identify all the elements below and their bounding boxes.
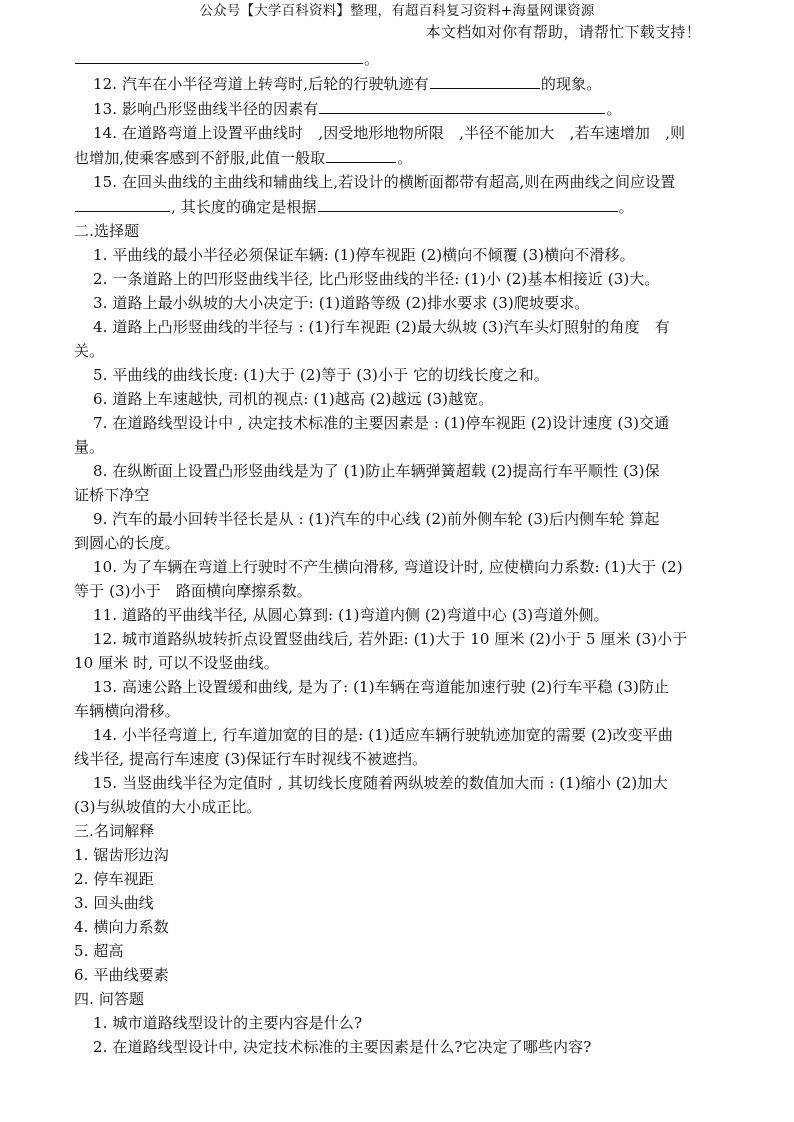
choice-line-cont: 到圆心的长度。 xyxy=(74,534,180,552)
choice-line: 8. 在纵断面上设置凸形竖曲线是为了 (1)防止车辆弹簧超载 (2)提高行车平顺性 (3)保 xyxy=(93,462,660,480)
document-body xyxy=(74,46,711,1059)
download-notice: 本文档如对你有帮助，请帮忙下载支持！ xyxy=(425,23,701,41)
answer-blank xyxy=(318,194,618,212)
answer-blank xyxy=(430,71,540,89)
watermark-header: 公众号【大学百科资料】整理，有超百科复习资料+海量网课资源 xyxy=(199,3,595,19)
fill-in-question-15: 15. 在回头曲线的主曲线和辅曲线上,若设计的横断面都带有超高,则在两曲线之间应设置 xyxy=(93,173,676,191)
qa-item: 2. 在道路线型设计中, 决定技术标准的主要因素是什么?它决定了哪些内容? xyxy=(93,1038,592,1056)
fill-in-question-15-cont: , 其长度的确定是根据 。 xyxy=(74,194,711,219)
section-title-qa: 四. 问答题 xyxy=(74,990,145,1008)
choice-line: 12. 城市道路纵坡转折点设置竖曲线后, 若外距: (1)大于 10 厘米 (2)小于 5 厘米 (3)小于 xyxy=(93,630,688,648)
choice-line-cont: 10 厘米 时, 可以不设竖曲线。 xyxy=(74,654,279,672)
term-item: 5. 超高 xyxy=(74,942,124,960)
choice-line: 2. 一条道路上的凹形竖曲线半径, 比凸形竖曲线的半径: (1)小 (2)基本相接近 (3)大。 xyxy=(93,270,660,288)
choice-line: 10. 为了车辆在弯道上行驶时不产生横向滑移, 弯道设计时, 应使横向力系数: (1)大于 (2) xyxy=(93,558,683,576)
choice-line-cont: 量。 xyxy=(74,438,105,456)
term-item: 1. 锯齿形边沟 xyxy=(74,846,169,864)
choice-line: 14. 小半径弯道上, 行车道加宽的目的是: (1)适应车辆行驶轨迹加宽的需要 (2)改变平曲 xyxy=(93,726,673,744)
choice-line: 1. 平曲线的最小半径必须保证车辆: (1)停车视距 (2)横向不倾覆 (3)横向不滑移。 xyxy=(93,246,635,264)
fill-in-continuation: 。 xyxy=(74,46,711,71)
choice-line-cont: 线半径, 提高行车速度 (3)保证行车时视线不被遮挡。 xyxy=(74,750,428,768)
choice-line: 15. 当竖曲线半径为定值时 , 其切线长度随着两纵坡差的数值加大而 : (1)缩小 (2)加大 xyxy=(93,774,668,792)
answer-blank xyxy=(319,96,605,114)
choice-line: 4. 道路上凸形竖曲线的半径与 : (1)行车视距 (2)最大纵坡 (3)汽车头灯照射的角度 有 xyxy=(93,318,670,336)
choice-line: 9. 汽车的最小回转半径长是从 : (1)汽车的中心线 (2)前外侧车轮 (3)后内侧车轮 算起 xyxy=(93,510,660,528)
section-title-choice: 二.选择题 xyxy=(74,222,140,240)
choice-line: 6. 道路上车速越快, 司机的视点: (1)越高 (2)越远 (3)越宽。 xyxy=(93,390,494,408)
choice-line: 7. 在道路线型设计中 , 决定技术标准的主要因素是 : (1)停车视距 (2)设计速度 (3)交通 xyxy=(93,414,670,432)
term-item: 4. 横向力系数 xyxy=(74,918,169,936)
fill-in-question-12: 12. 汽车在小半径弯道上转弯时,后轮的行驶轨迹有 的现象。 xyxy=(74,71,711,96)
choice-line: 3. 道路上最小纵坡的大小决定于: (1)道路等级 (2)排水要求 (3)爬坡要求。 xyxy=(93,294,590,312)
answer-blank xyxy=(75,46,363,64)
fill-in-question-13: 13. 影响凸形竖曲线半径的因素有 。 xyxy=(74,96,711,121)
choice-line: 13. 高速公路上设置缓和曲线, 是为了: (1)车辆在弯道能加速行驶 (2)行车平稳 (3)防止 xyxy=(93,678,670,696)
choice-line-cont: 关。 xyxy=(74,342,105,360)
choice-line-cont: 等于 (3)小于 路面横向摩擦系数。 xyxy=(74,582,312,600)
section-title-terms: 三.名词解释 xyxy=(74,822,155,840)
answer-blank xyxy=(326,145,396,163)
choice-line-cont: (3)与纵坡值的大小成正比。 xyxy=(74,798,262,816)
term-item: 2. 停车视距 xyxy=(74,870,154,888)
choice-line: 11. 道路的平曲线半径, 从圆心算到: (1)弯道内侧 (2)弯道中心 (3)弯道外侧。 xyxy=(93,606,609,624)
choice-line-cont: 证桥下净空 xyxy=(74,486,150,504)
fill-in-question-14-cont: 也增加,使乘客感到不舒服,此值一般取 。 xyxy=(74,145,711,170)
term-item: 3. 回头曲线 xyxy=(74,894,154,912)
choice-line: 5. 平曲线的曲线长度: (1)大于 (2)等于 (3)小于 它的切线长度之和。 xyxy=(93,366,549,384)
qa-item: 1. 城市道路线型设计的主要内容是什么? xyxy=(93,1014,363,1032)
choice-line-cont: 车辆横向滑移。 xyxy=(74,702,180,720)
answer-blank xyxy=(75,194,170,212)
term-item: 6. 平曲线要素 xyxy=(74,966,169,984)
fill-in-question-14: 14. 在道路弯道上设置平曲线时 ,因受地形地物所限 ,半径不能加大 ,若车速增加 ,则 xyxy=(93,124,686,142)
